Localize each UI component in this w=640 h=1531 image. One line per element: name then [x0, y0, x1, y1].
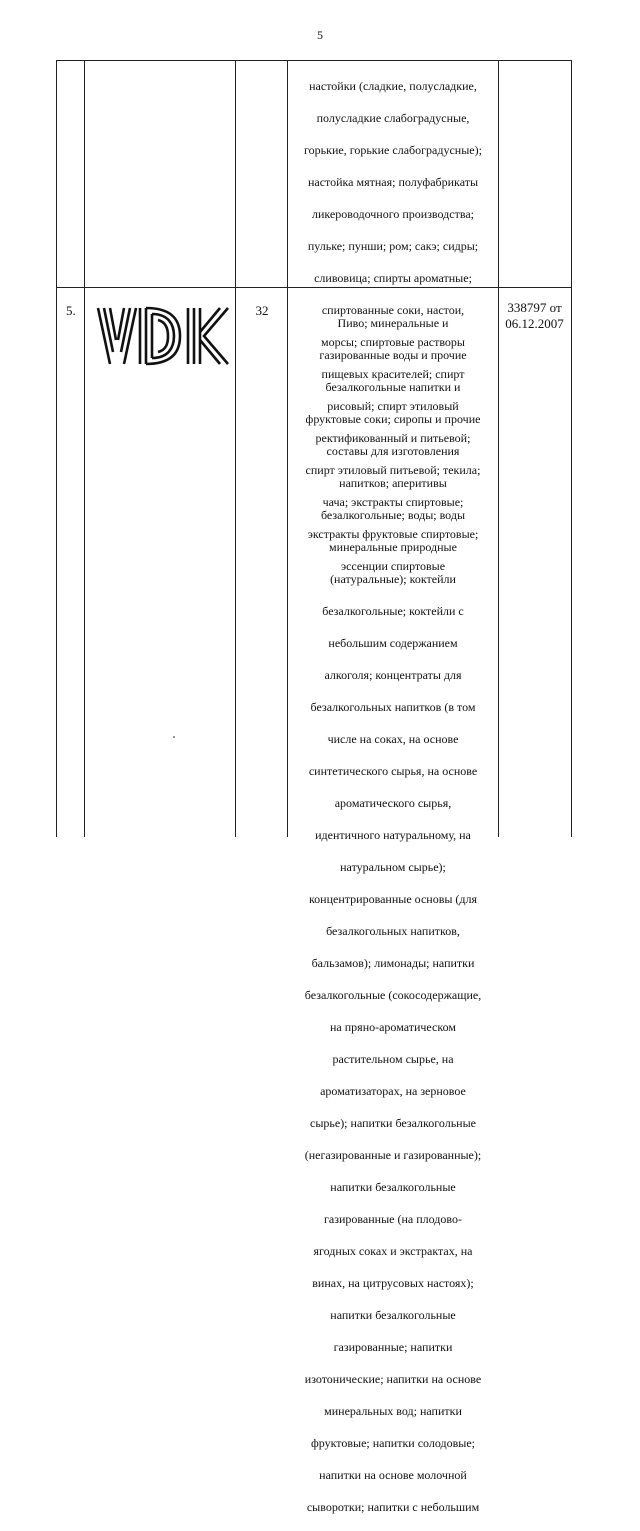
goods-line: небольшим содержанием — [328, 636, 458, 650]
goods-line: рисовый; спирт этиловый — [327, 399, 459, 413]
table-border-left — [56, 60, 57, 837]
goods-line: числе на соках, на основе — [327, 732, 459, 746]
goods-line: Пиво; минеральные и — [337, 316, 449, 330]
goods-line: газированные; напитки — [333, 1340, 453, 1354]
goods-line: горькие, горькие слабоградусные); — [304, 143, 482, 157]
goods-line: бальзамов); лимонады; напитки — [311, 956, 475, 970]
goods-line: напитки на основе молочной — [319, 1468, 467, 1482]
goods-line: фруктовые; напитки солодовые; — [311, 1436, 475, 1450]
goods-line: фруктовые соки; сиропы и прочие — [305, 412, 481, 426]
goods-line: минеральных вод; напитки — [324, 1404, 462, 1418]
goods-line: экстракты фруктовые спиртовые; — [307, 527, 479, 541]
goods-line: ректификованный и питьевой; — [315, 431, 471, 445]
goods-line: пищевых красителей; спирт — [321, 367, 465, 381]
goods-line: напитки безалкогольные — [330, 1308, 456, 1322]
goods-line: натуральном сырье); — [340, 860, 446, 874]
goods-line: ароматического сырья, — [334, 796, 452, 810]
table-border-right — [571, 60, 572, 837]
goods-line: спиртованные соки, настои, — [321, 303, 465, 317]
goods-line: идентичного натуральному, на — [315, 828, 471, 842]
scan-speck — [173, 736, 175, 738]
goods-line: безалкогольных напитков (в том — [310, 700, 476, 714]
goods-line: полусладкие слабоградусные, — [316, 111, 470, 125]
goods-line: спирт этиловый питьевой; текила; — [305, 463, 481, 477]
goods-line: безалкогольные; коктейли с — [322, 604, 464, 618]
goods-line: напитки безалкогольные — [330, 1180, 456, 1194]
column-divider-2 — [235, 60, 236, 837]
goods-line: настойка мятная; полуфабрикаты — [307, 175, 479, 189]
goods-line: синтетического сырья, на основе — [308, 764, 478, 778]
table-border-top — [56, 60, 572, 61]
column-divider-4 — [498, 60, 499, 837]
goods-line: алкоголя; концентраты для — [324, 668, 462, 682]
vdk-trademark-logo — [96, 302, 230, 368]
goods-line: чача; экстракты спиртовые; — [322, 495, 464, 509]
column-divider-1 — [84, 60, 85, 837]
goods-line: сырье); напитки безалкогольные — [310, 1116, 476, 1130]
goods-line: эссенции спиртовые — [340, 559, 446, 573]
class-number: 32 — [255, 303, 269, 318]
goods-line: винах, на цитрусовых настоях); — [312, 1276, 474, 1290]
goods-line: минеральные природные — [329, 540, 457, 554]
goods-line: настойки (сладкие, полусладкие, — [309, 79, 477, 93]
goods-line: морсы; спиртовые растворы — [320, 335, 465, 349]
goods-line: составы для изготовления — [326, 444, 460, 458]
goods-line: растительном сырье, на — [332, 1052, 454, 1066]
goods-line: безалкогольные; воды; воды — [320, 508, 466, 522]
goods-line: ароматизаторах, на зерновое — [320, 1084, 466, 1098]
page-number: 5 — [317, 28, 323, 42]
goods-line: газированные (на плодово- — [324, 1212, 462, 1226]
registration-number: 338797 от 06.12.2007 — [505, 300, 564, 331]
goods-line: пульке; пунши; ром; сакэ; сидры; — [307, 239, 479, 253]
goods-line: (натуральные); коктейли — [330, 572, 456, 586]
goods-line: сыворотки; напитки с небольшим — [306, 1500, 480, 1514]
goods-line: безалкогольные напитки и — [325, 380, 461, 394]
goods-line: ягодных соках и экстрактах, на — [313, 1244, 473, 1258]
goods-line: на пряно-ароматическом — [330, 1020, 456, 1034]
goods-cell-row5 — [288, 299, 498, 1531]
goods-line: ликероводочного производства; — [311, 207, 475, 221]
goods-line: (негазированные и газированные); — [304, 1148, 482, 1162]
goods-line: концентрированные основы (для — [308, 892, 478, 906]
goods-line: газированные воды и прочие — [319, 348, 467, 362]
goods-line: изотонические; напитки на основе — [304, 1372, 482, 1386]
goods-line: безалкогольных напитков, — [326, 924, 460, 938]
register-table — [56, 60, 572, 1514]
goods-line: напитков; аперитивы — [339, 476, 447, 490]
row-number: 5. — [66, 303, 76, 318]
goods-line: сливовица; спирты ароматные; — [314, 271, 472, 285]
goods-line: безалкогольные (сокосодержащие, — [304, 988, 482, 1002]
